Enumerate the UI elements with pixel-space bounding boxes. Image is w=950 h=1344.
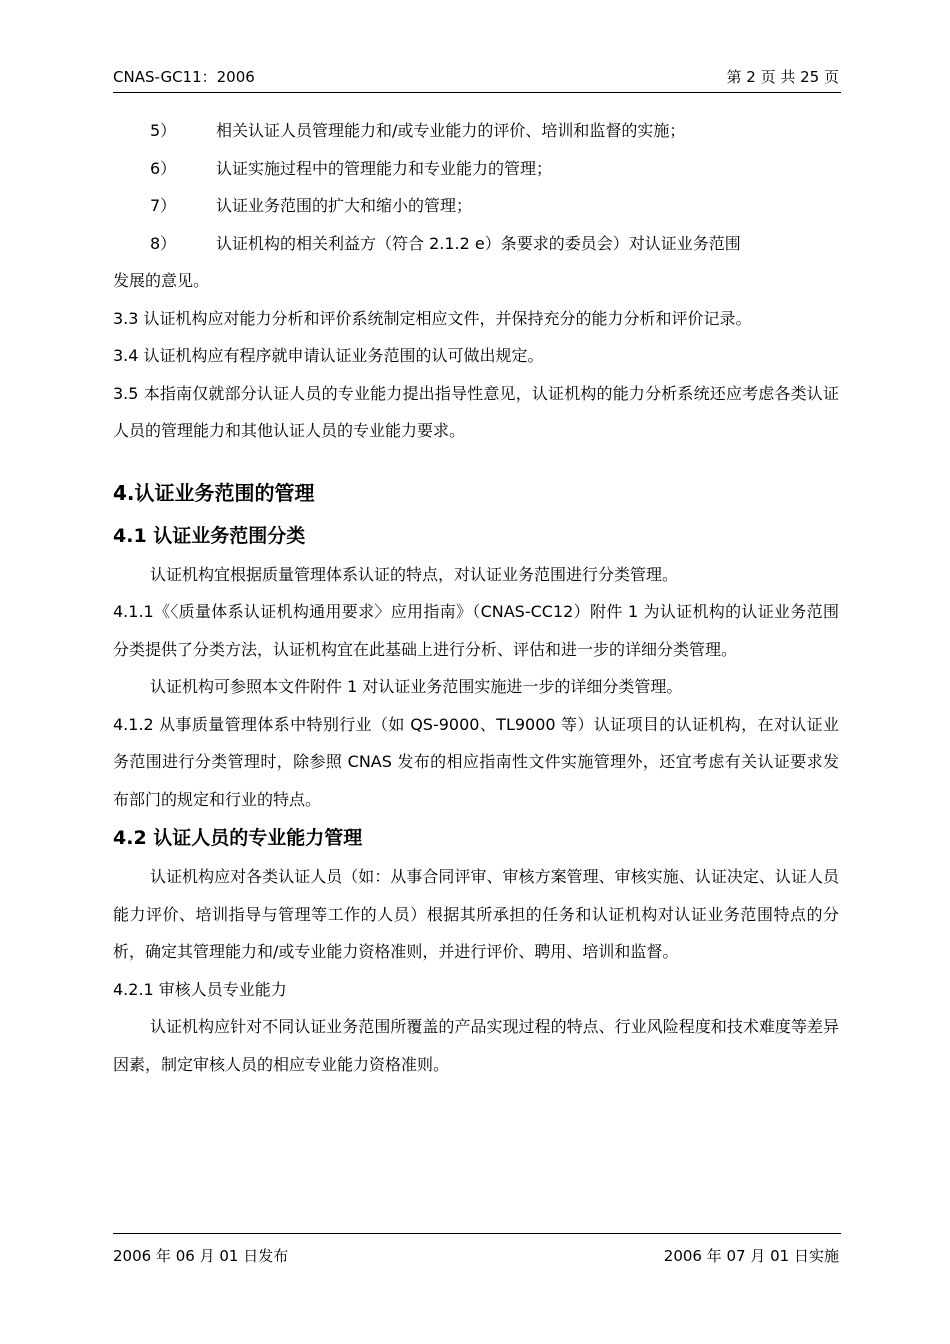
- paragraph-4-2: 认证机构应对各类认证人员（如：从事合同评审、审核方案管理、审核实施、认证决定、认证人员能力评价、培训指导与管理等工作的人员）根据其所承担的任务和认证机构对认证业务范围特点的分析，确定其管理能力和/或专业能力资格准则，并进行评价、聘用、培训和监督。: [113, 867, 839, 961]
- implementation-date: 2006 年 07 月 01 日实施: [663, 1247, 839, 1265]
- clause-3-3: 3.3 认证机构应对能力分析和评价系统制定相应文件，并保持充分的能力分析和评价记录。: [113, 308, 752, 328]
- clause-heading-4-2-1: 4.2.1 审核人员专业能力: [113, 979, 287, 999]
- list-item-text: 相关认证人员管理能力和/或专业能力的评价、培训和监督的实施；: [216, 121, 686, 140]
- clause-3-5: 3.5 本指南仅就部分认证人员的专业能力提出指导性意见，认证机构的能力分析系统还应考虑各类认证人员的管理能力和其他认证人员的专业能力要求。: [113, 383, 839, 440]
- list-item-text: 认证业务范围的扩大和缩小的管理；: [216, 196, 473, 215]
- section-heading-4-2: 4.2 认证人员的专业能力管理: [113, 827, 363, 849]
- issue-date: 2006 年 06 月 01 日发布: [113, 1247, 289, 1265]
- page-number: 第 2 页 共 25 页: [726, 68, 839, 86]
- list-item-number: 6）: [150, 158, 177, 178]
- document-body: [113, 112, 839, 1083]
- clause-4-1-2: 4.1.2 从事质量管理体系中特别行业（如 QS-9000、TL9000 等）认证项目的认证机构，在对认证业务范围进行分类管理时，除参照 CNAS 发布的相应指南性文件实施管理外，还宜考虑有关认证要求发布部门的规定和行业的特点。: [113, 714, 839, 809]
- list-item-number: 7）: [150, 196, 177, 215]
- list-item: [113, 150, 839, 188]
- list-item-text: 认证机构的相关利益方（符合 2.1.2 e）条要求的委员会）对认证业务范围: [216, 233, 741, 253]
- list-item-continuation: 发展的意见。: [113, 271, 210, 290]
- list-item: [113, 187, 839, 225]
- section-heading-4-1: 4.1 认证业务范围分类: [113, 524, 306, 547]
- list-item-number: 8）: [150, 233, 177, 253]
- footer-rule: [113, 1233, 841, 1234]
- list-item: [113, 225, 839, 263]
- header-rule: [113, 92, 841, 93]
- paragraph-4-2-1: 认证机构应针对不同认证业务范围所覆盖的产品实现过程的特点、行业风险程度和技术难度等差异因素，制定审核人员的相应专业能力资格准则。: [113, 1017, 839, 1074]
- section-heading-4: 4.认证业务范围的管理: [113, 480, 315, 505]
- list-item-number: 5）: [150, 121, 177, 140]
- clause-4-1-1: 4.1.1《〈质量体系认证机构通用要求〉应用指南》（CNAS-CC12）附件 1 为认证机构的认证业务范围分类提供了分类方法，认证机构宜在此基础上进行分析、评估和进一步的详细分类管理。: [113, 602, 839, 659]
- doc-code: CNAS-GC11：2006: [113, 68, 255, 86]
- page-footer: [113, 1245, 839, 1269]
- list-item: [113, 112, 839, 150]
- paragraph-4-1: 认证机构宜根据质量管理体系认证的特点，对认证业务范围进行分类管理。: [150, 564, 679, 584]
- list-item-text: 认证实施过程中的管理能力和专业能力的管理；: [216, 158, 553, 178]
- paragraph-4-1-1-note: 认证机构可参照本文件附件 1 对认证业务范围实施进一步的详细分类管理。: [150, 677, 683, 696]
- page-header: [113, 66, 839, 90]
- clause-3-4: 3.4 认证机构应有程序就申请认证业务范围的认可做出规定。: [113, 346, 544, 365]
